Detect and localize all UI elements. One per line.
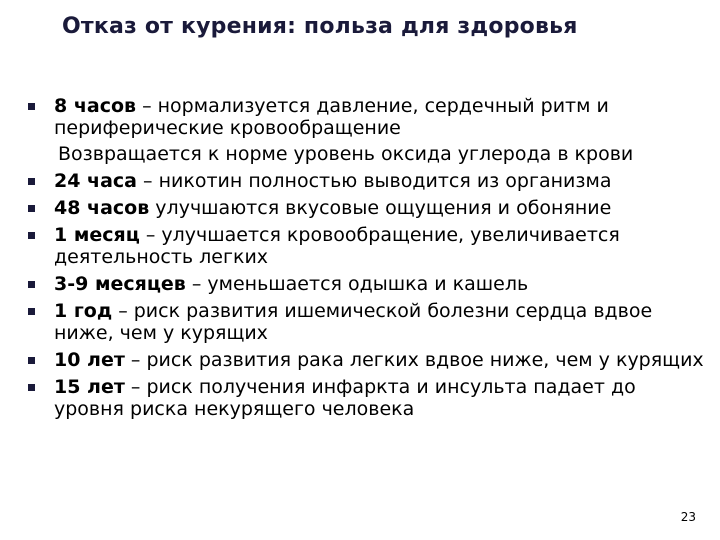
benefit-list xyxy=(24,95,704,425)
item-text: – риск развития рака легких вдвое ниже, чем у курящих xyxy=(124,349,704,371)
list-item xyxy=(24,273,704,295)
item-period: 3-9 месяцев xyxy=(54,273,186,295)
item-period: 8 часов xyxy=(54,95,137,117)
square-bullet-icon xyxy=(28,281,35,288)
item-text: – уменьшается одышка и кашель xyxy=(185,273,529,295)
list-item xyxy=(24,170,704,192)
square-bullet-icon xyxy=(28,178,35,185)
item-text: – улучшается кровообращение, увеличивается деятельность легких xyxy=(54,224,620,268)
item-text: – нормализуется давление, сердечный ритм и периферические кровообращение xyxy=(54,95,609,139)
list-item xyxy=(24,95,704,165)
item-period: 48 часов xyxy=(54,197,150,219)
square-bullet-icon xyxy=(28,232,35,239)
square-bullet-icon xyxy=(28,205,35,212)
square-bullet-icon xyxy=(28,357,35,364)
list-item xyxy=(24,376,704,420)
item-text: улучшаются вкусовые ощущения и обоняние xyxy=(149,197,612,219)
list-item xyxy=(24,300,704,344)
item-period: 1 месяц xyxy=(54,224,140,246)
square-bullet-icon xyxy=(28,103,35,110)
item-text: – никотин полностью выводится из организма xyxy=(137,170,612,192)
square-bullet-icon xyxy=(28,384,35,391)
item-text: – риск развития ишемической болезни сердца вдвое ниже, чем у курящих xyxy=(54,300,653,344)
square-bullet-icon xyxy=(28,308,35,315)
list-item xyxy=(24,349,704,371)
item-continuation: Возвращается к норме уровень оксида углерода в крови xyxy=(58,143,634,165)
list-item xyxy=(24,197,704,219)
page-number: 23 xyxy=(680,510,696,524)
item-period: 1 год xyxy=(54,300,113,322)
slide-title: Отказ от курения: польза для здоровья xyxy=(62,14,578,39)
item-period: 10 лет xyxy=(54,349,125,371)
item-period: 15 лет xyxy=(54,376,125,398)
list-item xyxy=(24,224,704,268)
item-text: – риск получения инфаркта и инсульта падает до уровня риска некурящего человека xyxy=(54,376,636,420)
item-period: 24 часа xyxy=(54,170,138,192)
